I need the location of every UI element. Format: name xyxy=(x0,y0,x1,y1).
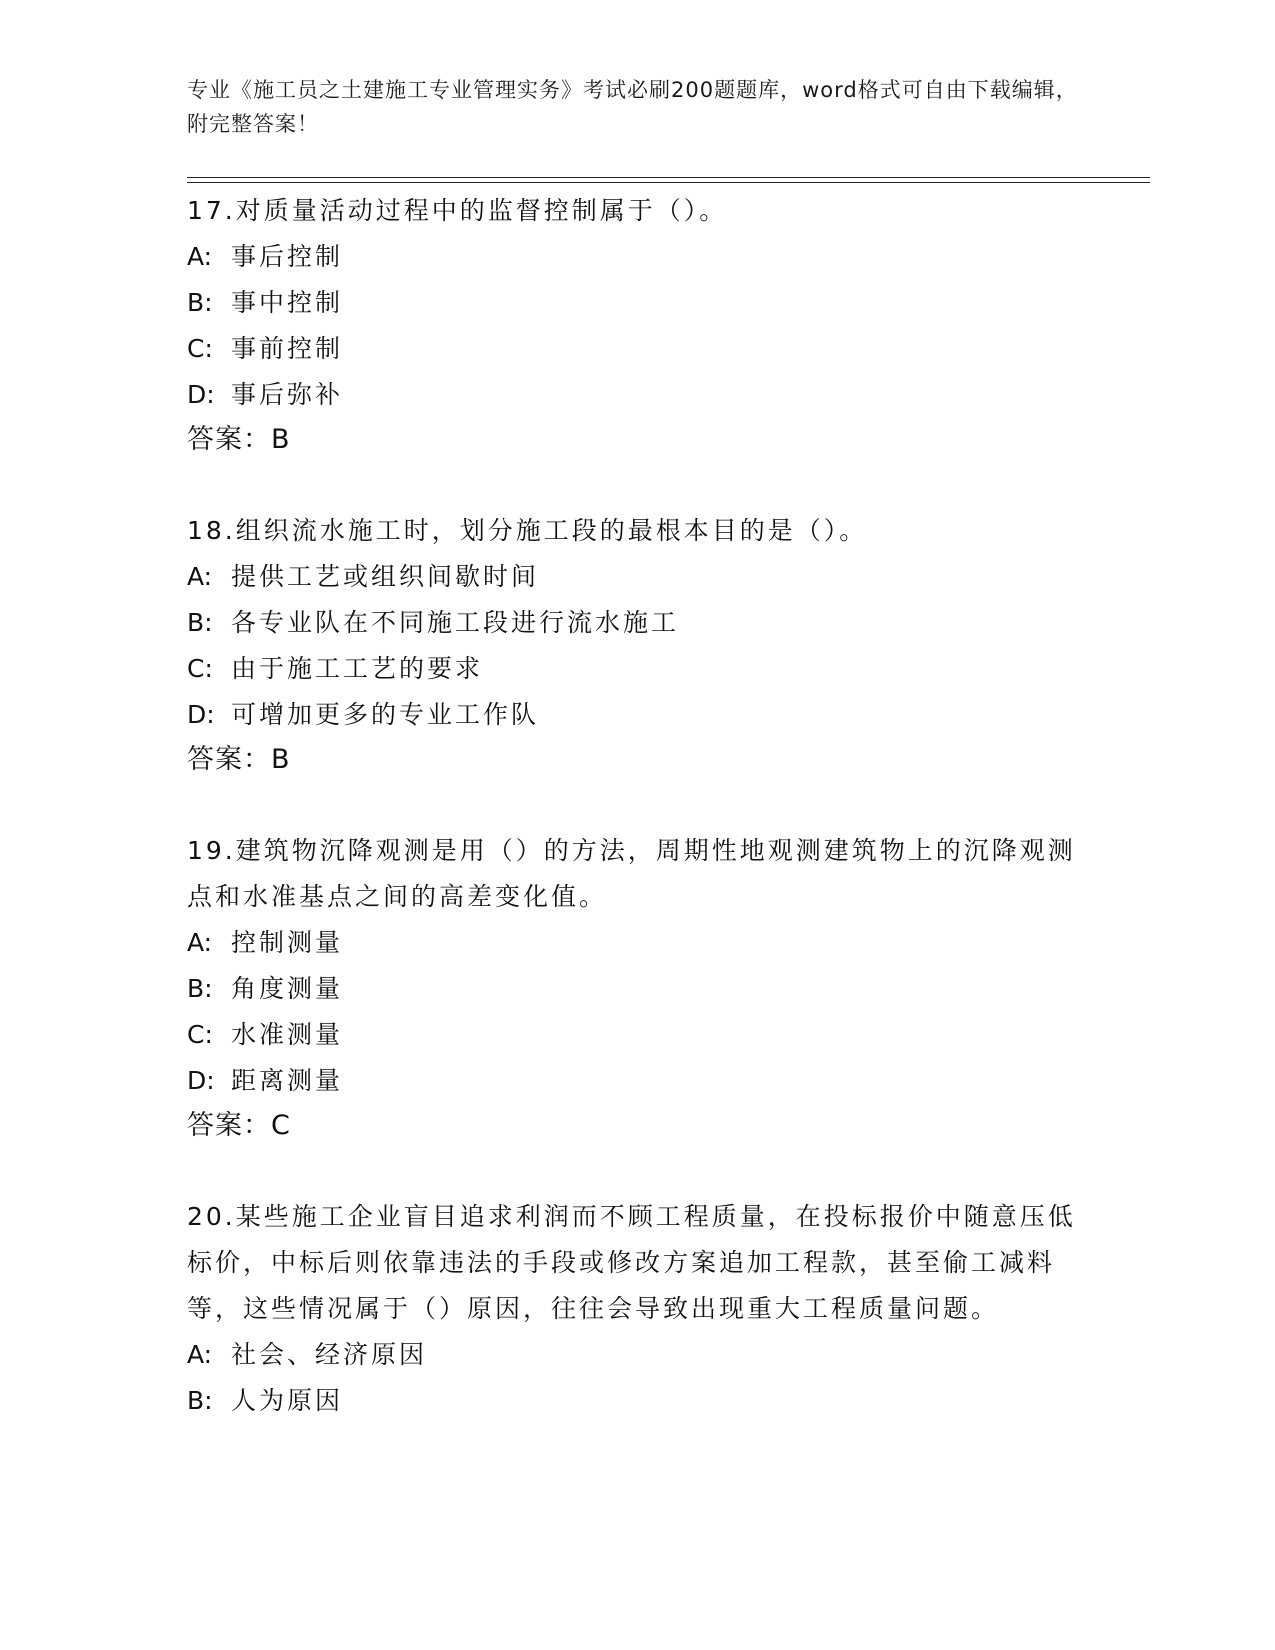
option-a xyxy=(187,234,1087,280)
option-letter: D: xyxy=(187,380,215,409)
option-letter: B: xyxy=(187,288,213,317)
answer-line: 答案：C xyxy=(187,1110,291,1141)
option-b xyxy=(187,280,1087,326)
option-text: 提供工艺或组织间歇时间 xyxy=(231,562,540,591)
option-letter: D: xyxy=(187,1066,215,1095)
option-text: 角度测量 xyxy=(231,974,344,1003)
option-text: 控制测量 xyxy=(231,928,344,957)
answer-line: 答案：B xyxy=(187,424,291,455)
option-text: 各专业队在不同施工段进行流水施工 xyxy=(231,608,680,637)
option-a xyxy=(187,1332,1087,1378)
page-header: 专业《施工员之土建施工专业管理实务》考试必刷200题题库，word格式可自由下载编辑，附完整答案！ xyxy=(187,78,1078,136)
option-text: 人为原因 xyxy=(231,1386,344,1415)
option-letter: B: xyxy=(187,608,213,637)
option-text: 事后控制 xyxy=(231,242,344,271)
option-letter: B: xyxy=(187,1386,213,1415)
option-text: 水准测量 xyxy=(231,1020,344,1049)
option-a xyxy=(187,554,1087,600)
answer-line: 答案：B xyxy=(187,744,291,775)
option-d xyxy=(187,692,1087,738)
option-text: 社会、经济原因 xyxy=(231,1340,428,1369)
question-stem: 17.对质量活动过程中的监督控制属于（）。 xyxy=(187,196,728,225)
question-19 xyxy=(187,828,1087,1148)
option-letter: C: xyxy=(187,334,213,363)
question-stem: 18.组织流水施工时，划分施工段的最根本目的是（）。 xyxy=(187,516,868,545)
option-letter: C: xyxy=(187,654,213,683)
option-b xyxy=(187,966,1087,1012)
option-c xyxy=(187,1012,1087,1058)
option-d xyxy=(187,1058,1087,1104)
option-c xyxy=(187,326,1087,372)
question-list xyxy=(187,188,1087,1470)
question-stem: 19.建筑物沉降观测是用（）的方法，周期性地观测建筑物上的沉降观测点和水准基点之间的高差变化值。 xyxy=(187,836,1076,911)
question-stem: 20.某些施工企业盲目追求利润而不顾工程质量，在投标报价中随意压低标价，中标后则依靠违法的手段或修改方案追加工程款，甚至偷工减料等，这些情况属于（）原因，往往会导致出现重大工程质量问题。 xyxy=(187,1202,1076,1323)
option-letter: A: xyxy=(187,1340,213,1369)
option-b xyxy=(187,1378,1087,1424)
option-letter: C: xyxy=(187,1020,213,1049)
question-18 xyxy=(187,508,1087,782)
option-letter: A: xyxy=(187,928,213,957)
option-text: 由于施工工艺的要求 xyxy=(231,654,484,683)
question-20 xyxy=(187,1194,1087,1424)
option-letter: A: xyxy=(187,562,213,591)
option-a xyxy=(187,920,1087,966)
option-letter: A: xyxy=(187,242,213,271)
option-c xyxy=(187,646,1087,692)
question-17 xyxy=(187,188,1087,462)
option-text: 距离测量 xyxy=(231,1066,344,1095)
option-text: 事后弥补 xyxy=(231,380,344,409)
option-letter: D: xyxy=(187,700,215,729)
option-d xyxy=(187,372,1087,418)
option-text: 事前控制 xyxy=(231,334,344,363)
header-divider xyxy=(187,177,1150,183)
option-text: 事中控制 xyxy=(231,288,344,317)
option-b xyxy=(187,600,1087,646)
option-text: 可增加更多的专业工作队 xyxy=(231,700,540,729)
option-letter: B: xyxy=(187,974,213,1003)
